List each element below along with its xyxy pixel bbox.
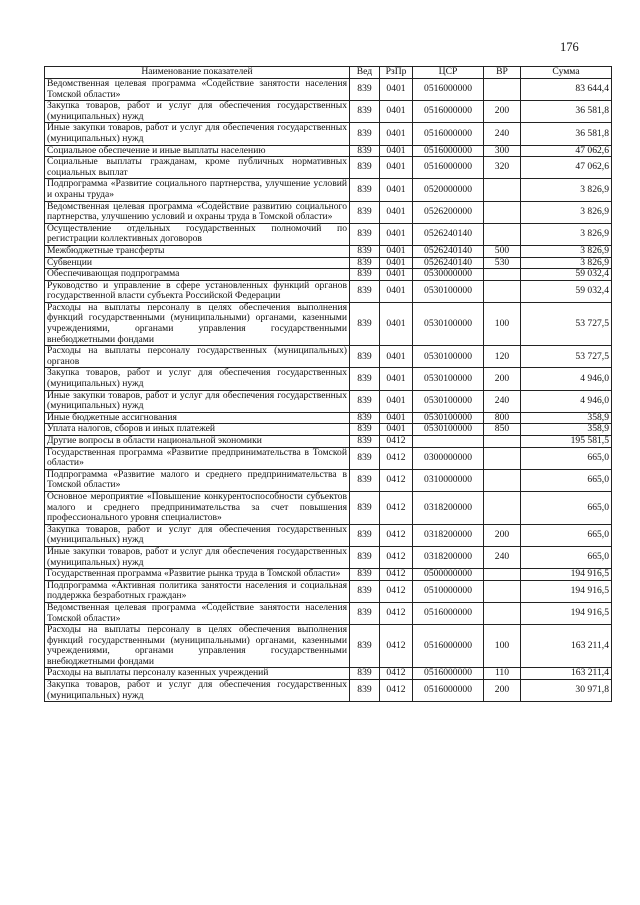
row-name-cell: Другие вопросы в области национальной экономики (45, 436, 350, 448)
row-csr-cell (413, 436, 484, 448)
row-csr-cell: 0500000000 (413, 569, 484, 581)
row-sum-cell: 59 032,4 (521, 280, 612, 302)
row-vr-cell (484, 280, 521, 302)
header-vr: ВР (484, 67, 521, 79)
row-csr-cell: 0530100000 (413, 280, 484, 302)
row-csr-cell: 0318200000 (413, 546, 484, 568)
row-csr-cell: 0516000000 (413, 157, 484, 179)
row-sum-cell: 163 211,4 (521, 668, 612, 680)
row-csr-cell: 0526200000 (413, 201, 484, 223)
row-rzpr-cell: 0412 (380, 602, 413, 624)
table-row (45, 469, 612, 491)
row-csr-cell: 0300000000 (413, 447, 484, 469)
table-row (45, 569, 612, 581)
row-ved-cell: 839 (350, 546, 380, 568)
row-ved-cell: 839 (350, 79, 380, 101)
row-name-cell: Закупка товаров, работ и услуг для обеспечения государственных (муниципальных) нужд (45, 524, 350, 546)
row-vr-cell: 200 (484, 524, 521, 546)
row-sum-cell: 3 826,9 (521, 223, 612, 245)
row-csr-cell: 0516000000 (413, 145, 484, 157)
row-name-cell: Закупка товаров, работ и услуг для обеспечения государственных (муниципальных) нужд (45, 101, 350, 123)
row-vr-cell (484, 469, 521, 491)
row-vr-cell (484, 201, 521, 223)
table-row (45, 524, 612, 546)
row-ved-cell: 839 (350, 625, 380, 668)
row-rzpr-cell: 0412 (380, 668, 413, 680)
row-vr-cell: 320 (484, 157, 521, 179)
row-rzpr-cell: 0412 (380, 625, 413, 668)
row-sum-cell: 194 916,5 (521, 602, 612, 624)
row-sum-cell: 53 727,5 (521, 302, 612, 345)
table-row (45, 280, 612, 302)
table-row (45, 123, 612, 145)
row-csr-cell: 0516000000 (413, 602, 484, 624)
table-row (45, 245, 612, 257)
row-ved-cell: 839 (350, 223, 380, 245)
row-name-cell: Расходы на выплаты персоналу государственных (муниципальных) органов (45, 346, 350, 368)
row-sum-cell: 358,9 (521, 412, 612, 424)
header-ved: Вед (350, 67, 380, 79)
row-sum-cell: 665,0 (521, 469, 612, 491)
row-rzpr-cell: 0412 (380, 569, 413, 581)
table-row (45, 179, 612, 201)
row-vr-cell: 120 (484, 346, 521, 368)
row-name-cell: Ведомственная целевая программа «Содействие развитию социального партнерства, улучшению условий и охраны труда в Томской области» (45, 201, 350, 223)
row-rzpr-cell: 0401 (380, 157, 413, 179)
row-csr-cell: 0516000000 (413, 680, 484, 702)
row-sum-cell: 665,0 (521, 524, 612, 546)
row-csr-cell: 0318200000 (413, 491, 484, 524)
row-vr-cell (484, 491, 521, 524)
row-csr-cell: 0530000000 (413, 269, 484, 281)
table-row (45, 668, 612, 680)
row-vr-cell: 800 (484, 412, 521, 424)
row-name-cell: Социальное обеспечение и иные выплаты населению (45, 145, 350, 157)
row-csr-cell: 0510000000 (413, 580, 484, 602)
row-sum-cell: 665,0 (521, 491, 612, 524)
row-rzpr-cell: 0401 (380, 223, 413, 245)
row-sum-cell: 47 062,6 (521, 157, 612, 179)
row-name-cell: Социальные выплаты гражданам, кроме публичных нормативных социальных выплат (45, 157, 350, 179)
row-sum-cell: 358,9 (521, 424, 612, 436)
table-row (45, 625, 612, 668)
row-ved-cell: 839 (350, 412, 380, 424)
row-vr-cell (484, 436, 521, 448)
row-sum-cell: 4 946,0 (521, 390, 612, 412)
row-csr-cell: 0530100000 (413, 302, 484, 345)
row-sum-cell: 3 826,9 (521, 245, 612, 257)
row-name-cell: Уплата налогов, сборов и иных платежей (45, 424, 350, 436)
row-rzpr-cell: 0401 (380, 346, 413, 368)
row-rzpr-cell: 0412 (380, 580, 413, 602)
row-name-cell: Иные закупки товаров, работ и услуг для обеспечения государственных (муниципальных) нужд (45, 546, 350, 568)
row-sum-cell: 59 032,4 (521, 269, 612, 281)
row-name-cell: Закупка товаров, работ и услуг для обеспечения государственных (муниципальных) нужд (45, 680, 350, 702)
table-row (45, 223, 612, 245)
row-sum-cell: 4 946,0 (521, 368, 612, 390)
row-rzpr-cell: 0412 (380, 524, 413, 546)
table-row (45, 447, 612, 469)
row-vr-cell: 300 (484, 145, 521, 157)
row-ved-cell: 839 (350, 179, 380, 201)
header-sum: Сумма (521, 67, 612, 79)
row-rzpr-cell: 0401 (380, 179, 413, 201)
row-name-cell: Руководство и управление в сфере установленных функций органов государственной власти субъекта Российской Федерации (45, 280, 350, 302)
table-row (45, 157, 612, 179)
row-vr-cell: 100 (484, 625, 521, 668)
row-csr-cell: 0526240140 (413, 245, 484, 257)
row-sum-cell: 665,0 (521, 447, 612, 469)
row-ved-cell: 839 (350, 101, 380, 123)
row-vr-cell (484, 179, 521, 201)
row-name-cell: Государственная программа «Развитие рынка труда в Томской области» (45, 569, 350, 581)
row-sum-cell: 47 062,6 (521, 145, 612, 157)
row-csr-cell: 0526240140 (413, 223, 484, 245)
header-rzpr: РзПр (380, 67, 413, 79)
row-name-cell: Межбюджетные трансферты (45, 245, 350, 257)
header-name: Наименование показателей (45, 67, 350, 79)
row-ved-cell: 839 (350, 280, 380, 302)
row-sum-cell: 163 211,4 (521, 625, 612, 668)
row-rzpr-cell: 0401 (380, 123, 413, 145)
row-ved-cell: 839 (350, 145, 380, 157)
row-rzpr-cell: 0401 (380, 257, 413, 269)
row-rzpr-cell: 0401 (380, 101, 413, 123)
row-ved-cell: 839 (350, 569, 380, 581)
table-body (45, 79, 612, 702)
table-row (45, 257, 612, 269)
row-csr-cell: 0530100000 (413, 368, 484, 390)
row-sum-cell: 30 971,8 (521, 680, 612, 702)
table-row (45, 412, 612, 424)
table-row (45, 580, 612, 602)
row-vr-cell: 500 (484, 245, 521, 257)
row-csr-cell: 0310000000 (413, 469, 484, 491)
table-row (45, 101, 612, 123)
table-row (45, 546, 612, 568)
row-name-cell: Обеспечивающая подпрограмма (45, 269, 350, 281)
row-vr-cell: 200 (484, 101, 521, 123)
row-rzpr-cell: 0401 (380, 280, 413, 302)
table-row (45, 368, 612, 390)
table-row (45, 79, 612, 101)
row-vr-cell (484, 223, 521, 245)
row-vr-cell: 240 (484, 123, 521, 145)
row-sum-cell: 3 826,9 (521, 257, 612, 269)
row-ved-cell: 839 (350, 491, 380, 524)
row-sum-cell: 665,0 (521, 546, 612, 568)
row-csr-cell: 0530100000 (413, 412, 484, 424)
row-sum-cell: 194 916,5 (521, 580, 612, 602)
row-rzpr-cell: 0401 (380, 269, 413, 281)
row-vr-cell (484, 79, 521, 101)
row-name-cell: Иные бюджетные ассигнования (45, 412, 350, 424)
row-csr-cell: 0516000000 (413, 101, 484, 123)
row-rzpr-cell: 0401 (380, 201, 413, 223)
row-rzpr-cell: 0412 (380, 436, 413, 448)
row-sum-cell: 36 581,8 (521, 123, 612, 145)
row-ved-cell: 839 (350, 447, 380, 469)
row-sum-cell: 3 826,9 (521, 201, 612, 223)
row-ved-cell: 839 (350, 257, 380, 269)
table-row (45, 269, 612, 281)
row-sum-cell: 53 727,5 (521, 346, 612, 368)
row-rzpr-cell: 0401 (380, 412, 413, 424)
row-ved-cell: 839 (350, 424, 380, 436)
row-ved-cell: 839 (350, 524, 380, 546)
row-rzpr-cell: 0401 (380, 79, 413, 101)
table-header-row (45, 67, 612, 79)
row-csr-cell: 0530100000 (413, 424, 484, 436)
row-rzpr-cell: 0401 (380, 424, 413, 436)
row-ved-cell: 839 (350, 668, 380, 680)
row-name-cell: Расходы на выплаты персоналу в целях обеспечения выполнения функций государственными (муниципальными) органами, казенными учреждениями, органами управления государственными внебюджетными фондами (45, 625, 350, 668)
page-number: 176 (560, 40, 579, 54)
row-name-cell: Подпрограмма «Развитие социального партнерства, улучшение условий и охраны труда» (45, 179, 350, 201)
row-rzpr-cell: 0401 (380, 390, 413, 412)
row-name-cell: Осуществление отдельных государственных полномочий по регистрации коллективных договоров (45, 223, 350, 245)
row-rzpr-cell: 0412 (380, 546, 413, 568)
row-sum-cell: 195 581,5 (521, 436, 612, 448)
table-row (45, 390, 612, 412)
row-rzpr-cell: 0412 (380, 469, 413, 491)
row-name-cell: Подпрограмма «Развитие малого и среднего предпринимательства в Томской области» (45, 469, 350, 491)
row-ved-cell: 839 (350, 680, 380, 702)
row-vr-cell (484, 569, 521, 581)
row-name-cell: Субвенции (45, 257, 350, 269)
row-name-cell: Иные закупки товаров, работ и услуг для обеспечения государственных (муниципальных) нужд (45, 390, 350, 412)
table-row (45, 491, 612, 524)
table-row (45, 680, 612, 702)
row-vr-cell: 110 (484, 668, 521, 680)
row-csr-cell: 0516000000 (413, 668, 484, 680)
row-vr-cell: 200 (484, 368, 521, 390)
row-ved-cell: 839 (350, 602, 380, 624)
row-name-cell: Иные закупки товаров, работ и услуг для обеспечения государственных (муниципальных) нужд (45, 123, 350, 145)
row-csr-cell: 0516000000 (413, 625, 484, 668)
row-name-cell: Государственная программа «Развитие предпринимательства в Томской области» (45, 447, 350, 469)
row-sum-cell: 194 916,5 (521, 569, 612, 581)
row-ved-cell: 839 (350, 302, 380, 345)
row-name-cell: Подпрограмма «Активная политика занятости населения и социальная поддержка безработных граждан» (45, 580, 350, 602)
row-vr-cell (484, 447, 521, 469)
row-name-cell: Закупка товаров, работ и услуг для обеспечения государственных (муниципальных) нужд (45, 368, 350, 390)
row-ved-cell: 839 (350, 469, 380, 491)
table-row (45, 602, 612, 624)
row-vr-cell: 100 (484, 302, 521, 345)
row-rzpr-cell: 0401 (380, 302, 413, 345)
table-row (45, 436, 612, 448)
row-vr-cell (484, 602, 521, 624)
budget-table (44, 66, 612, 702)
row-vr-cell: 240 (484, 390, 521, 412)
row-ved-cell: 839 (350, 346, 380, 368)
row-csr-cell: 0530100000 (413, 390, 484, 412)
row-ved-cell: 839 (350, 157, 380, 179)
table-row (45, 302, 612, 345)
row-csr-cell: 0526240140 (413, 257, 484, 269)
row-vr-cell: 200 (484, 680, 521, 702)
row-name-cell: Основное мероприятие «Повышение конкурентоспособности субъектов малого и среднего предпринимательства за счет повышения профессионального уровня специалистов» (45, 491, 350, 524)
table-row (45, 424, 612, 436)
row-name-cell: Ведомственная целевая программа «Содействие занятости населения Томской области» (45, 79, 350, 101)
row-vr-cell: 240 (484, 546, 521, 568)
row-rzpr-cell: 0412 (380, 491, 413, 524)
row-vr-cell: 850 (484, 424, 521, 436)
row-vr-cell (484, 580, 521, 602)
row-ved-cell: 839 (350, 580, 380, 602)
row-rzpr-cell: 0412 (380, 680, 413, 702)
row-name-cell: Расходы на выплаты персоналу в целях обеспечения выполнения функций государственными (муниципальными) органами, казенными учреждениями, органами управления государственными внебюджетными фондами (45, 302, 350, 345)
row-csr-cell: 0516000000 (413, 79, 484, 101)
row-csr-cell: 0530100000 (413, 346, 484, 368)
row-ved-cell: 839 (350, 390, 380, 412)
table-row (45, 346, 612, 368)
row-vr-cell (484, 269, 521, 281)
row-rzpr-cell: 0401 (380, 368, 413, 390)
row-name-cell: Ведомственная целевая программа «Содействие занятости населения Томской области» (45, 602, 350, 624)
row-ved-cell: 839 (350, 123, 380, 145)
row-ved-cell: 839 (350, 368, 380, 390)
row-sum-cell: 83 644,4 (521, 79, 612, 101)
row-rzpr-cell: 0401 (380, 145, 413, 157)
row-sum-cell: 36 581,8 (521, 101, 612, 123)
row-ved-cell: 839 (350, 201, 380, 223)
row-vr-cell: 530 (484, 257, 521, 269)
row-ved-cell: 839 (350, 436, 380, 448)
row-name-cell: Расходы на выплаты персоналу казенных учреждений (45, 668, 350, 680)
row-sum-cell: 3 826,9 (521, 179, 612, 201)
row-rzpr-cell: 0401 (380, 245, 413, 257)
table-row (45, 201, 612, 223)
header-csr: ЦСР (413, 67, 484, 79)
row-csr-cell: 0516000000 (413, 123, 484, 145)
table-row (45, 145, 612, 157)
row-csr-cell: 0520000000 (413, 179, 484, 201)
row-ved-cell: 839 (350, 245, 380, 257)
row-csr-cell: 0318200000 (413, 524, 484, 546)
row-ved-cell: 839 (350, 269, 380, 281)
row-rzpr-cell: 0412 (380, 447, 413, 469)
